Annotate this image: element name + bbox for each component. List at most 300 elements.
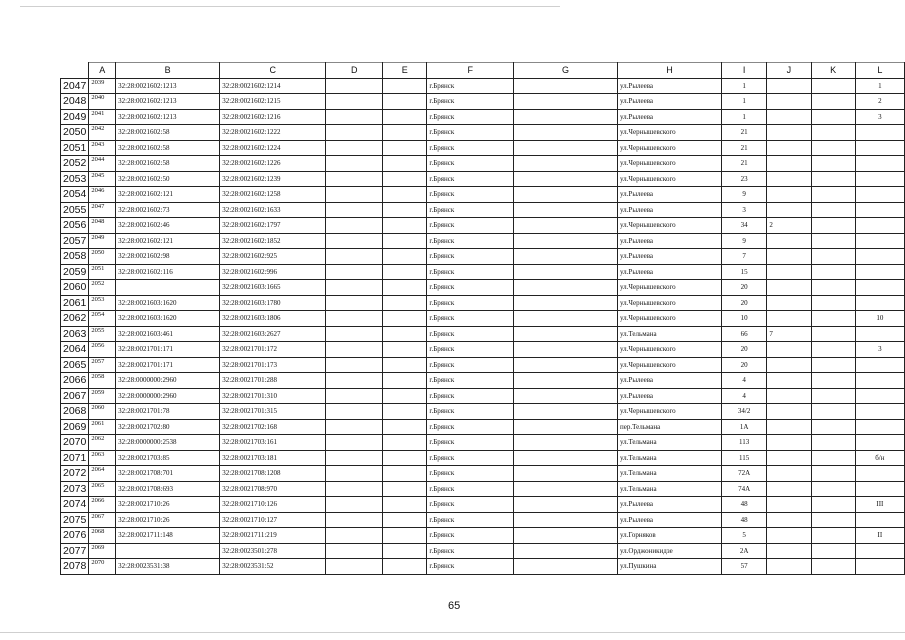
cell-b[interactable]: 32:28:0021602:73: [116, 202, 220, 218]
cell-g[interactable]: [514, 311, 618, 327]
cell-i[interactable]: 1: [721, 78, 766, 94]
cell-a[interactable]: 2051: [89, 264, 116, 280]
cell-b[interactable]: 32:28:0021711:148: [116, 528, 220, 544]
cell-f[interactable]: г.Брянск: [427, 388, 514, 404]
cell-c[interactable]: 32:28:0021602:1224: [220, 140, 326, 156]
cell-f[interactable]: г.Брянск: [427, 156, 514, 172]
cell-h[interactable]: ул.Орджоникидзе: [617, 543, 721, 559]
cell-f[interactable]: г.Брянск: [427, 249, 514, 265]
cell-a[interactable]: 2062: [89, 435, 116, 451]
row-number[interactable]: 2051: [61, 140, 89, 156]
cell-a[interactable]: 2040: [89, 94, 116, 110]
cell-a[interactable]: 2066: [89, 497, 116, 513]
cell-h[interactable]: ул.Чернышевского: [617, 218, 721, 234]
cell-k[interactable]: [811, 125, 855, 141]
cell-f[interactable]: г.Брянск: [427, 404, 514, 420]
cell-f[interactable]: г.Брянск: [427, 202, 514, 218]
cell-c[interactable]: 32:28:0021708:970: [220, 481, 326, 497]
cell-i[interactable]: 1: [721, 94, 766, 110]
cell-c[interactable]: 32:28:0021710:126: [220, 497, 326, 513]
cell-b[interactable]: 32:28:0021602:46: [116, 218, 220, 234]
cell-c[interactable]: 32:28:0021703:161: [220, 435, 326, 451]
cell-g[interactable]: [514, 109, 618, 125]
cell-h[interactable]: ул.Тельмана: [617, 326, 721, 342]
cell-d[interactable]: [326, 295, 383, 311]
cell-e[interactable]: [383, 78, 427, 94]
cell-a[interactable]: 2052: [89, 280, 116, 296]
cell-a[interactable]: 2054: [89, 311, 116, 327]
cell-e[interactable]: [383, 528, 427, 544]
cell-d[interactable]: [326, 218, 383, 234]
cell-j[interactable]: [767, 202, 811, 218]
cell-i[interactable]: 74А: [721, 481, 766, 497]
cell-i[interactable]: 57: [721, 559, 766, 575]
cell-h[interactable]: ул.Чернышевского: [617, 357, 721, 373]
cell-d[interactable]: [326, 311, 383, 327]
cell-e[interactable]: [383, 481, 427, 497]
cell-j[interactable]: [767, 140, 811, 156]
cell-a[interactable]: 2065: [89, 481, 116, 497]
cell-j[interactable]: [767, 342, 811, 358]
cell-e[interactable]: [383, 559, 427, 575]
cell-d[interactable]: [326, 373, 383, 389]
cell-h[interactable]: ул.Рылеева: [617, 388, 721, 404]
cell-c[interactable]: 32:28:0021702:168: [220, 419, 326, 435]
row-number[interactable]: 2078: [61, 559, 89, 575]
cell-j[interactable]: [767, 295, 811, 311]
cell-a[interactable]: 2069: [89, 543, 116, 559]
cell-c[interactable]: 32:28:0021602:996: [220, 264, 326, 280]
cell-g[interactable]: [514, 280, 618, 296]
cell-c[interactable]: 32:28:0021701:172: [220, 342, 326, 358]
cell-c[interactable]: 32:28:0021703:181: [220, 450, 326, 466]
cell-f[interactable]: г.Брянск: [427, 125, 514, 141]
cell-g[interactable]: [514, 342, 618, 358]
cell-l[interactable]: [855, 171, 904, 187]
cell-i[interactable]: 4: [721, 373, 766, 389]
cell-d[interactable]: [326, 78, 383, 94]
cell-c[interactable]: 32:28:0023501:278: [220, 543, 326, 559]
cell-e[interactable]: [383, 466, 427, 482]
cell-g[interactable]: [514, 94, 618, 110]
cell-k[interactable]: [811, 140, 855, 156]
cell-f[interactable]: г.Брянск: [427, 233, 514, 249]
cell-e[interactable]: [383, 187, 427, 203]
cell-c[interactable]: 32:28:0021602:1215: [220, 94, 326, 110]
cell-i[interactable]: 20: [721, 357, 766, 373]
cell-l[interactable]: 10: [855, 311, 904, 327]
cell-j[interactable]: [767, 156, 811, 172]
cell-j[interactable]: [767, 543, 811, 559]
cell-c[interactable]: 32:28:0021602:1226: [220, 156, 326, 172]
cell-f[interactable]: г.Брянск: [427, 435, 514, 451]
cell-k[interactable]: [811, 156, 855, 172]
cell-i[interactable]: 48: [721, 512, 766, 528]
cell-g[interactable]: [514, 156, 618, 172]
cell-l[interactable]: [855, 466, 904, 482]
cell-b[interactable]: 32:28:0021703:85: [116, 450, 220, 466]
cell-e[interactable]: [383, 156, 427, 172]
column-header[interactable]: L: [855, 63, 904, 79]
cell-a[interactable]: 2063: [89, 450, 116, 466]
cell-l[interactable]: [855, 249, 904, 265]
cell-d[interactable]: [326, 94, 383, 110]
cell-e[interactable]: [383, 512, 427, 528]
cell-i[interactable]: 5: [721, 528, 766, 544]
cell-a[interactable]: 2042: [89, 125, 116, 141]
cell-f[interactable]: г.Брянск: [427, 187, 514, 203]
cell-i[interactable]: 72А: [721, 466, 766, 482]
row-number[interactable]: 2067: [61, 388, 89, 404]
cell-i[interactable]: 113: [721, 435, 766, 451]
cell-k[interactable]: [811, 388, 855, 404]
cell-b[interactable]: [116, 543, 220, 559]
cell-g[interactable]: [514, 512, 618, 528]
cell-b[interactable]: 32:28:0021602:121: [116, 233, 220, 249]
cell-a[interactable]: 2059: [89, 388, 116, 404]
row-number[interactable]: 2075: [61, 512, 89, 528]
cell-i[interactable]: 20: [721, 280, 766, 296]
cell-i[interactable]: 15: [721, 264, 766, 280]
cell-g[interactable]: [514, 466, 618, 482]
cell-i[interactable]: 20: [721, 342, 766, 358]
cell-a[interactable]: 2067: [89, 512, 116, 528]
cell-d[interactable]: [326, 543, 383, 559]
row-number[interactable]: 2055: [61, 202, 89, 218]
cell-k[interactable]: [811, 187, 855, 203]
cell-i[interactable]: 115: [721, 450, 766, 466]
cell-a[interactable]: 2064: [89, 466, 116, 482]
cell-e[interactable]: [383, 497, 427, 513]
cell-e[interactable]: [383, 264, 427, 280]
cell-l[interactable]: [855, 295, 904, 311]
cell-j[interactable]: [767, 171, 811, 187]
row-number[interactable]: 2059: [61, 264, 89, 280]
cell-d[interactable]: [326, 404, 383, 420]
cell-j[interactable]: [767, 233, 811, 249]
cell-f[interactable]: г.Брянск: [427, 326, 514, 342]
column-header[interactable]: E: [383, 63, 427, 79]
cell-g[interactable]: [514, 481, 618, 497]
cell-h[interactable]: ул.Рылеева: [617, 202, 721, 218]
cell-g[interactable]: [514, 528, 618, 544]
cell-b[interactable]: [116, 280, 220, 296]
cell-c[interactable]: 32:28:0021708:1208: [220, 466, 326, 482]
cell-g[interactable]: [514, 357, 618, 373]
cell-b[interactable]: 32:28:0021602:1213: [116, 94, 220, 110]
cell-k[interactable]: [811, 543, 855, 559]
cell-c[interactable]: 32:28:0021602:1222: [220, 125, 326, 141]
cell-h[interactable]: ул.Рылеева: [617, 109, 721, 125]
cell-f[interactable]: г.Брянск: [427, 311, 514, 327]
cell-a[interactable]: 2047: [89, 202, 116, 218]
cell-d[interactable]: [326, 187, 383, 203]
cell-l[interactable]: [855, 543, 904, 559]
cell-j[interactable]: [767, 497, 811, 513]
cell-h[interactable]: ул.Рылеева: [617, 264, 721, 280]
cell-c[interactable]: 32:28:0021710:127: [220, 512, 326, 528]
row-number[interactable]: 2053: [61, 171, 89, 187]
cell-c[interactable]: 32:28:0021701:173: [220, 357, 326, 373]
cell-l[interactable]: [855, 435, 904, 451]
row-number[interactable]: 2054: [61, 187, 89, 203]
cell-l[interactable]: [855, 357, 904, 373]
cell-l[interactable]: [855, 419, 904, 435]
cell-f[interactable]: г.Брянск: [427, 512, 514, 528]
cell-i[interactable]: 2А: [721, 543, 766, 559]
cell-k[interactable]: [811, 295, 855, 311]
row-number[interactable]: 2065: [61, 357, 89, 373]
cell-i[interactable]: 34/2: [721, 404, 766, 420]
cell-k[interactable]: [811, 171, 855, 187]
cell-c[interactable]: 32:28:0021602:925: [220, 249, 326, 265]
cell-l[interactable]: [855, 218, 904, 234]
cell-b[interactable]: 32:28:0000000:2960: [116, 388, 220, 404]
cell-l[interactable]: 2: [855, 94, 904, 110]
cell-b[interactable]: 32:28:0000000:2960: [116, 373, 220, 389]
cell-b[interactable]: 32:28:0021602:121: [116, 187, 220, 203]
row-number[interactable]: 2063: [61, 326, 89, 342]
cell-h[interactable]: ул.Тельмана: [617, 466, 721, 482]
cell-a[interactable]: 2046: [89, 187, 116, 203]
cell-a[interactable]: 2070: [89, 559, 116, 575]
cell-k[interactable]: [811, 357, 855, 373]
row-number[interactable]: 2072: [61, 466, 89, 482]
cell-d[interactable]: [326, 512, 383, 528]
cell-a[interactable]: 2048: [89, 218, 116, 234]
cell-i[interactable]: 9: [721, 187, 766, 203]
row-number[interactable]: 2077: [61, 543, 89, 559]
cell-c[interactable]: 32:28:0021603:1780: [220, 295, 326, 311]
cell-h[interactable]: ул.Рылеева: [617, 249, 721, 265]
cell-g[interactable]: [514, 218, 618, 234]
cell-b[interactable]: 32:28:0021602:50: [116, 171, 220, 187]
cell-d[interactable]: [326, 326, 383, 342]
cell-f[interactable]: г.Брянск: [427, 373, 514, 389]
cell-h[interactable]: ул.Чернышевского: [617, 342, 721, 358]
cell-i[interactable]: 21: [721, 140, 766, 156]
cell-l[interactable]: II: [855, 528, 904, 544]
cell-j[interactable]: [767, 481, 811, 497]
cell-c[interactable]: 32:28:0021602:1258: [220, 187, 326, 203]
cell-d[interactable]: [326, 249, 383, 265]
cell-j[interactable]: [767, 559, 811, 575]
row-number[interactable]: 2071: [61, 450, 89, 466]
cell-e[interactable]: [383, 342, 427, 358]
cell-d[interactable]: [326, 481, 383, 497]
cell-c[interactable]: 32:28:0021603:2627: [220, 326, 326, 342]
cell-d[interactable]: [326, 435, 383, 451]
cell-l[interactable]: [855, 202, 904, 218]
row-number[interactable]: 2066: [61, 373, 89, 389]
cell-e[interactable]: [383, 295, 427, 311]
cell-b[interactable]: 32:28:0021602:1213: [116, 78, 220, 94]
cell-d[interactable]: [326, 264, 383, 280]
column-header[interactable]: G: [514, 63, 618, 79]
cell-l[interactable]: [855, 280, 904, 296]
cell-g[interactable]: [514, 171, 618, 187]
cell-e[interactable]: [383, 125, 427, 141]
cell-l[interactable]: [855, 233, 904, 249]
cell-a[interactable]: 2045: [89, 171, 116, 187]
cell-g[interactable]: [514, 326, 618, 342]
cell-b[interactable]: 32:28:0021603:1620: [116, 295, 220, 311]
cell-j[interactable]: [767, 373, 811, 389]
cell-a[interactable]: 2050: [89, 249, 116, 265]
cell-d[interactable]: [326, 156, 383, 172]
cell-d[interactable]: [326, 388, 383, 404]
cell-h[interactable]: ул.Рылеева: [617, 94, 721, 110]
cell-g[interactable]: [514, 419, 618, 435]
cell-g[interactable]: [514, 559, 618, 575]
cell-k[interactable]: [811, 466, 855, 482]
cell-k[interactable]: [811, 481, 855, 497]
row-number[interactable]: 2052: [61, 156, 89, 172]
cell-k[interactable]: [811, 528, 855, 544]
cell-h[interactable]: ул.Рылеева: [617, 78, 721, 94]
cell-j[interactable]: [767, 78, 811, 94]
cell-l[interactable]: 3: [855, 109, 904, 125]
cell-k[interactable]: [811, 202, 855, 218]
cell-d[interactable]: [326, 125, 383, 141]
cell-k[interactable]: [811, 326, 855, 342]
cell-b[interactable]: 32:28:0023531:38: [116, 559, 220, 575]
cell-b[interactable]: 32:28:0021701:171: [116, 357, 220, 373]
cell-h[interactable]: ул.Тельмана: [617, 435, 721, 451]
column-header[interactable]: F: [427, 63, 514, 79]
cell-f[interactable]: г.Брянск: [427, 109, 514, 125]
column-header[interactable]: I: [721, 63, 766, 79]
cell-e[interactable]: [383, 450, 427, 466]
cell-l[interactable]: [855, 125, 904, 141]
cell-f[interactable]: г.Брянск: [427, 218, 514, 234]
cell-i[interactable]: 21: [721, 156, 766, 172]
cell-g[interactable]: [514, 187, 618, 203]
cell-l[interactable]: 1: [855, 78, 904, 94]
row-number[interactable]: 2060: [61, 280, 89, 296]
cell-c[interactable]: 32:28:0021602:1214: [220, 78, 326, 94]
cell-j[interactable]: [767, 404, 811, 420]
cell-h[interactable]: ул.Рылеева: [617, 512, 721, 528]
row-number[interactable]: 2074: [61, 497, 89, 513]
cell-j[interactable]: [767, 264, 811, 280]
cell-i[interactable]: 4: [721, 388, 766, 404]
cell-l[interactable]: [855, 512, 904, 528]
cell-k[interactable]: [811, 233, 855, 249]
cell-k[interactable]: [811, 373, 855, 389]
cell-j[interactable]: [767, 419, 811, 435]
cell-f[interactable]: г.Брянск: [427, 357, 514, 373]
cell-h[interactable]: ул.Тельмана: [617, 481, 721, 497]
cell-j[interactable]: [767, 125, 811, 141]
cell-h[interactable]: ул.Рылеева: [617, 233, 721, 249]
cell-l[interactable]: [855, 559, 904, 575]
cell-l[interactable]: [855, 481, 904, 497]
cell-i[interactable]: 34: [721, 218, 766, 234]
cell-g[interactable]: [514, 373, 618, 389]
cell-i[interactable]: 1А: [721, 419, 766, 435]
cell-l[interactable]: [855, 388, 904, 404]
cell-g[interactable]: [514, 140, 618, 156]
cell-i[interactable]: 9: [721, 233, 766, 249]
cell-e[interactable]: [383, 280, 427, 296]
cell-h[interactable]: ул.Рылеева: [617, 187, 721, 203]
cell-h[interactable]: ул.Чернышевского: [617, 171, 721, 187]
cell-g[interactable]: [514, 295, 618, 311]
cell-e[interactable]: [383, 404, 427, 420]
cell-d[interactable]: [326, 559, 383, 575]
cell-j[interactable]: [767, 357, 811, 373]
cell-d[interactable]: [326, 497, 383, 513]
cell-h[interactable]: пер.Тельмана: [617, 419, 721, 435]
cell-k[interactable]: [811, 404, 855, 420]
cell-a[interactable]: 2061: [89, 419, 116, 435]
cell-k[interactable]: [811, 559, 855, 575]
cell-j[interactable]: [767, 280, 811, 296]
cell-e[interactable]: [383, 249, 427, 265]
cell-h[interactable]: ул.Чернышевского: [617, 311, 721, 327]
cell-d[interactable]: [326, 466, 383, 482]
cell-f[interactable]: г.Брянск: [427, 543, 514, 559]
row-number[interactable]: 2070: [61, 435, 89, 451]
cell-a[interactable]: 2044: [89, 156, 116, 172]
cell-c[interactable]: 32:28:0023531:52: [220, 559, 326, 575]
cell-f[interactable]: г.Брянск: [427, 280, 514, 296]
cell-c[interactable]: 32:28:0021602:1797: [220, 218, 326, 234]
row-number[interactable]: 2064: [61, 342, 89, 358]
cell-g[interactable]: [514, 450, 618, 466]
cell-f[interactable]: г.Брянск: [427, 466, 514, 482]
cell-g[interactable]: [514, 249, 618, 265]
cell-e[interactable]: [383, 419, 427, 435]
cell-k[interactable]: [811, 435, 855, 451]
cell-j[interactable]: [767, 466, 811, 482]
cell-f[interactable]: г.Брянск: [427, 140, 514, 156]
cell-h[interactable]: ул.Чернышевского: [617, 140, 721, 156]
cell-f[interactable]: г.Брянск: [427, 528, 514, 544]
cell-h[interactable]: ул.Чернышевского: [617, 156, 721, 172]
cell-f[interactable]: г.Брянск: [427, 481, 514, 497]
cell-h[interactable]: ул.Тельмана: [617, 450, 721, 466]
cell-k[interactable]: [811, 249, 855, 265]
cell-h[interactable]: ул.Чернышевского: [617, 404, 721, 420]
cell-i[interactable]: 66: [721, 326, 766, 342]
cell-i[interactable]: 7: [721, 249, 766, 265]
cell-h[interactable]: ул.Чернышевского: [617, 125, 721, 141]
cell-b[interactable]: 32:28:0021602:58: [116, 140, 220, 156]
cell-k[interactable]: [811, 512, 855, 528]
cell-h[interactable]: ул.Рылеева: [617, 497, 721, 513]
cell-d[interactable]: [326, 109, 383, 125]
cell-c[interactable]: 32:28:0021701:288: [220, 373, 326, 389]
cell-k[interactable]: [811, 419, 855, 435]
row-number[interactable]: 2047: [61, 78, 89, 94]
cell-f[interactable]: г.Брянск: [427, 450, 514, 466]
cell-e[interactable]: [383, 94, 427, 110]
cell-j[interactable]: [767, 94, 811, 110]
cell-d[interactable]: [326, 202, 383, 218]
cell-c[interactable]: 32:28:0021701:315: [220, 404, 326, 420]
cell-g[interactable]: [514, 388, 618, 404]
row-number[interactable]: 2062: [61, 311, 89, 327]
cell-e[interactable]: [383, 435, 427, 451]
cell-b[interactable]: 32:28:0021710:26: [116, 497, 220, 513]
cell-j[interactable]: [767, 512, 811, 528]
cell-e[interactable]: [383, 388, 427, 404]
row-number[interactable]: 2069: [61, 419, 89, 435]
row-number[interactable]: 2048: [61, 94, 89, 110]
cell-f[interactable]: г.Брянск: [427, 78, 514, 94]
